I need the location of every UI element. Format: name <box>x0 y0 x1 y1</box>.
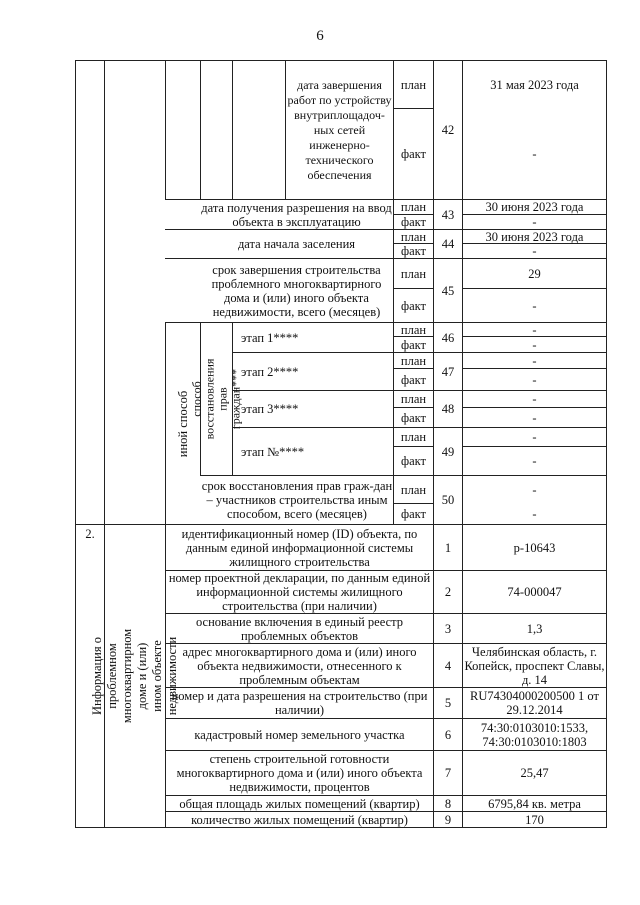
row-45-fact-label: факт <box>400 298 427 313</box>
row-50-plan-label: план <box>400 482 427 497</box>
row-43-label: дата получения разрешения на ввод объекта в эксплуатацию <box>201 200 392 229</box>
section2-row-9-number: 9 <box>444 812 452 827</box>
stage-48-plan-value: - <box>532 392 537 406</box>
row-43-plan-value: 30 июня 2023 года <box>485 200 584 214</box>
stage-46-number: 46 <box>441 330 455 345</box>
row-50-fact-label: факт <box>400 507 427 521</box>
row-44-label: дата начала заселения <box>237 237 356 251</box>
section2-row-4-label: адрес многоквартирного дома и (или) иного объекта недвижимости, отнесенного к проблемным объектам <box>182 644 417 687</box>
stage-48-label: этап 3**** <box>241 402 299 416</box>
section2-row-7-label: степень строительной готовности многоквартирного дома и (или) иного объекта недвижимости, процентов <box>176 752 423 794</box>
row-50-fact-value: - <box>532 507 537 521</box>
row-42-plan-label: план <box>400 77 427 92</box>
row-45-label: срок завершения строительства проблемного многоквартирного дома и (или) иного объекта недвижимости, всего (месяцев) <box>211 262 382 319</box>
section2-row-7-value: 25,47 <box>520 766 549 780</box>
stage-49-number: 49 <box>441 444 455 459</box>
section-vertical-title: Информация о проблемном многоквартирном доме и (или) ином объекте недвижимости <box>90 628 180 724</box>
stage-47-plan-value: - <box>532 353 537 368</box>
stage-46-plan-value: - <box>532 322 537 337</box>
stage-49-plan-label: план <box>400 430 427 444</box>
stage-46-fact-label: факт <box>400 337 427 352</box>
section2-row-6-value: 74:30:0103010:1533, 74:30:0103010:1803 <box>480 720 589 749</box>
stage-48-number: 48 <box>441 402 455 416</box>
section2-row-7-number: 7 <box>444 766 452 780</box>
section2-row-5-value: RU74304000200500 1 от 29.12.2014 <box>470 689 599 717</box>
stage-48-fact-label: факт <box>400 410 427 425</box>
stage-49-fact-value: - <box>532 454 537 468</box>
row-42-plan-value: 31 мая 2023 года <box>490 77 579 92</box>
section2-row-8-value: 6795,84 кв. метра <box>488 796 581 811</box>
stage-47-plan-label: план <box>400 353 427 368</box>
row-44-fact-value: - <box>532 244 537 258</box>
row-43-plan-label: план <box>400 200 427 214</box>
section2-row-2-label: номер проектной декларации, по данным единой информационной системы жилищного строительства (при наличии) <box>168 571 431 613</box>
stage-47-number: 47 <box>441 364 455 379</box>
section2-row-5-label: номер и дата разрешения на строительство (при наличии) <box>171 689 428 717</box>
section2-row-9-value: 170 <box>525 812 544 827</box>
stage-48-plan-label: план <box>400 392 427 406</box>
section2-row-6-number: 6 <box>444 727 452 742</box>
section2-row-3-label: основание включения в единый реестр проблемных объектов <box>196 614 403 643</box>
row-50-number: 50 <box>441 493 455 507</box>
row-42-fact-value: - <box>532 147 537 161</box>
section2-row-5-number: 5 <box>444 696 452 710</box>
section2-row-1-value: р-10643 <box>513 540 556 555</box>
section2-row-8-number: 8 <box>444 796 452 811</box>
row-45-fact-value: - <box>532 298 537 313</box>
stage-49-fact-label: факт <box>400 454 427 468</box>
row-44-plan-value: 30 июня 2023 года <box>485 229 584 244</box>
row-43-number: 43 <box>441 207 455 222</box>
row-44-number: 44 <box>441 237 455 251</box>
row-42-label: дата завершения работ по устройству внутриплощадоч-ных сетей инженерно-технического обеспечения <box>287 77 392 182</box>
restore-method-label: способ восстановления прав граждан*** <box>189 358 243 440</box>
row-45-plan-value: 29 <box>528 266 541 281</box>
section2-row-4-value: Челябинская область, г. Копейск, проспект Славы, д. 14 <box>464 644 605 687</box>
section2-row-3-number: 3 <box>444 621 452 636</box>
section2-row-6-label: кадастровый номер земельного участка <box>194 727 405 742</box>
row-45-plan-label: план <box>400 266 427 281</box>
stage-49-label: этап №**** <box>241 444 305 459</box>
stage-46-plan-label: план <box>400 322 427 337</box>
row-43-fact-label: факт <box>400 215 427 229</box>
row-50-plan-value: - <box>532 482 537 497</box>
stage-47-fact-label: факт <box>400 372 427 387</box>
section2-row-1-label: идентификационный номер (ID) объекта, по данным единой информационной системы жилищного строительства <box>181 526 418 569</box>
stage-47-label: этап 2**** <box>241 364 299 379</box>
row-45-number: 45 <box>441 283 455 298</box>
section-index: 2. <box>85 527 95 541</box>
stage-49-plan-value: - <box>532 430 537 444</box>
section2-row-2-number: 2 <box>444 585 452 599</box>
row-50-label: срок восстановления прав граж-дан – участников строительства иным способом, всего (месяцев) <box>201 479 393 521</box>
row-43-fact-value: - <box>532 215 537 229</box>
section2-row-8-label: общая площадь жилых помещений (квартир) <box>179 796 420 811</box>
row-42-number: 42 <box>441 123 455 137</box>
section2-row-1-number: 1 <box>444 540 452 555</box>
section2-row-2-value: 74-000047 <box>507 585 562 599</box>
stage-47-fact-value: - <box>532 372 537 387</box>
row-44-fact-label: факт <box>400 244 427 258</box>
stage-46-label: этап 1**** <box>241 330 299 345</box>
page-number: 6 <box>316 28 324 44</box>
section2-row-3-value: 1,3 <box>526 621 543 636</box>
other-method-label: иной способ <box>176 390 190 457</box>
section2-row-9-label: количество жилых помещений (квартир) <box>191 812 408 827</box>
stage-48-fact-value: - <box>532 410 537 425</box>
row-44-plan-label: план <box>400 229 427 244</box>
section2-row-4-number: 4 <box>444 658 452 673</box>
row-42-fact-label: факт <box>400 147 427 161</box>
stage-46-fact-value: - <box>532 337 537 352</box>
